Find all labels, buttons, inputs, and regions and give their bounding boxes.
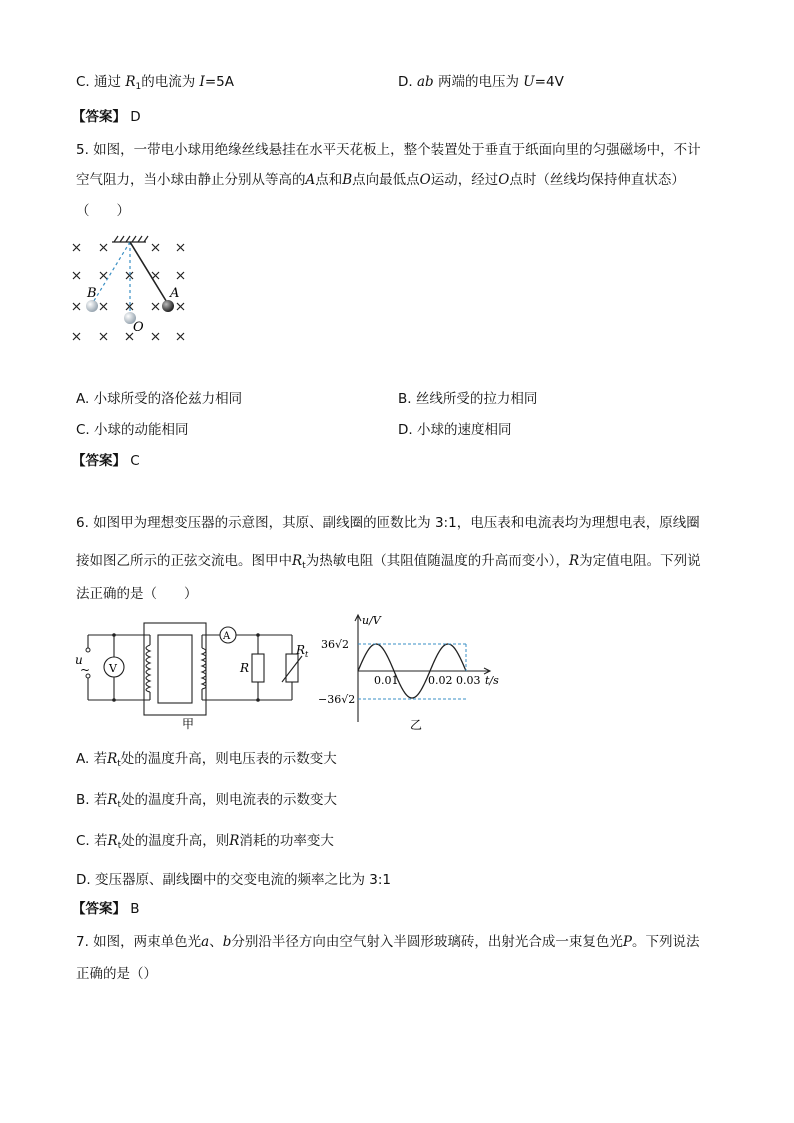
q4-option-c: C. 通过 $R_1$的电流为 I=5A [76, 74, 234, 92]
label-a: A [170, 286, 180, 301]
label-u: u [75, 653, 83, 667]
secondary-coil [202, 648, 206, 689]
tick-0-01: 0.01 [374, 674, 399, 687]
label-tilde: ~ [80, 663, 91, 677]
q6-option-b: B. 若$R_t$处的温度升高，则电流表的示数变大 [76, 792, 338, 810]
q5-stem-line2: 空气阻力，当小球由静止分别从等高的A点和B点向最低点O运动，经过O点时（丝线均保持伸直状态） [76, 172, 685, 188]
label-o: O [133, 320, 144, 335]
q5-option-c: C. 小球的动能相同 [76, 422, 189, 438]
q5-pendulum-figure [64, 232, 204, 352]
q5-option-b: B. 丝线所受的拉力相同 [398, 391, 538, 407]
y-bottom-label: −36√2 [318, 693, 356, 706]
ball-at-b [86, 300, 98, 312]
x-axis-label: t/s [485, 674, 499, 687]
label-r: R [240, 661, 250, 675]
q6-stem-line1: 6. 如图甲为理想变压器的示意图，其原、副线圈的匝数比为 3:1，电压表和电流表均为理想电表，原线圈 [76, 515, 700, 531]
q6-circuit-jia [70, 620, 310, 730]
ball-at-a [162, 300, 174, 312]
q4-option-d: D. ab 两端的电压为 U=4V [398, 74, 564, 90]
caption-yi: 乙 [410, 718, 423, 732]
q7-stem-line1: 7. 如图，两束单色光a、b分别沿半径方向由空气射入半圆形玻璃砖，出射光合成一束复色光P。下列说法 [76, 934, 700, 950]
label-voltmeter: V [109, 662, 117, 675]
q4-answer: 【答案】 D [72, 109, 141, 125]
thermistor-rt [286, 654, 298, 682]
resistor-r [252, 654, 264, 682]
core-outer [144, 623, 206, 715]
q6-option-d: D. 变压器原、副线圈中的交变电流的频率之比为 3:1 [76, 872, 391, 888]
q6-option-a: A. 若$R_t$处的温度升高，则电压表的示数变大 [76, 751, 337, 769]
q6-answer: 【答案】 B [72, 901, 140, 917]
label-b: B [87, 286, 97, 301]
label-rt: $R_t$ [296, 643, 309, 659]
q5-stem-line1: 5. 如图，一带电小球用绝缘丝线悬挂在水平天花板上，整个装置处于垂直于纸面向里的匀强磁场中，不计 [76, 142, 701, 158]
core-inner [158, 635, 192, 703]
tick-0-02: 0.02 [428, 674, 453, 687]
tick-0-03: 0.03 [456, 674, 481, 687]
q6-stem-line3: 法正确的是（ ） [76, 586, 198, 602]
q6-option-c: C. 若$R_t$处的温度升高，则R消耗的功率变大 [76, 833, 334, 851]
ceiling [112, 236, 148, 242]
q7-stem-line2: 正确的是（） [76, 966, 157, 982]
y-axis-label: u/V [362, 614, 381, 627]
solid-thread [130, 242, 168, 304]
caption-jia: 甲 [182, 717, 195, 730]
q5-option-a: A. 小球所受的洛伦兹力相同 [76, 391, 243, 407]
q5-answer: 【答案】 C [72, 453, 140, 469]
q5-bracket: （ ） [76, 203, 130, 219]
q6-graph-yi [318, 612, 508, 734]
q5-option-d: D. 小球的速度相同 [398, 422, 512, 438]
q6-stem-line2: 接如图乙所示的正弦交流电。图甲中$R_t$为热敏电阻（其阻值随温度的升高而变小），R为定值电阻。下列说 [76, 553, 701, 571]
label-ammeter: A [223, 631, 231, 642]
primary-coil [146, 645, 150, 692]
y-top-label: 36√2 [321, 638, 350, 651]
